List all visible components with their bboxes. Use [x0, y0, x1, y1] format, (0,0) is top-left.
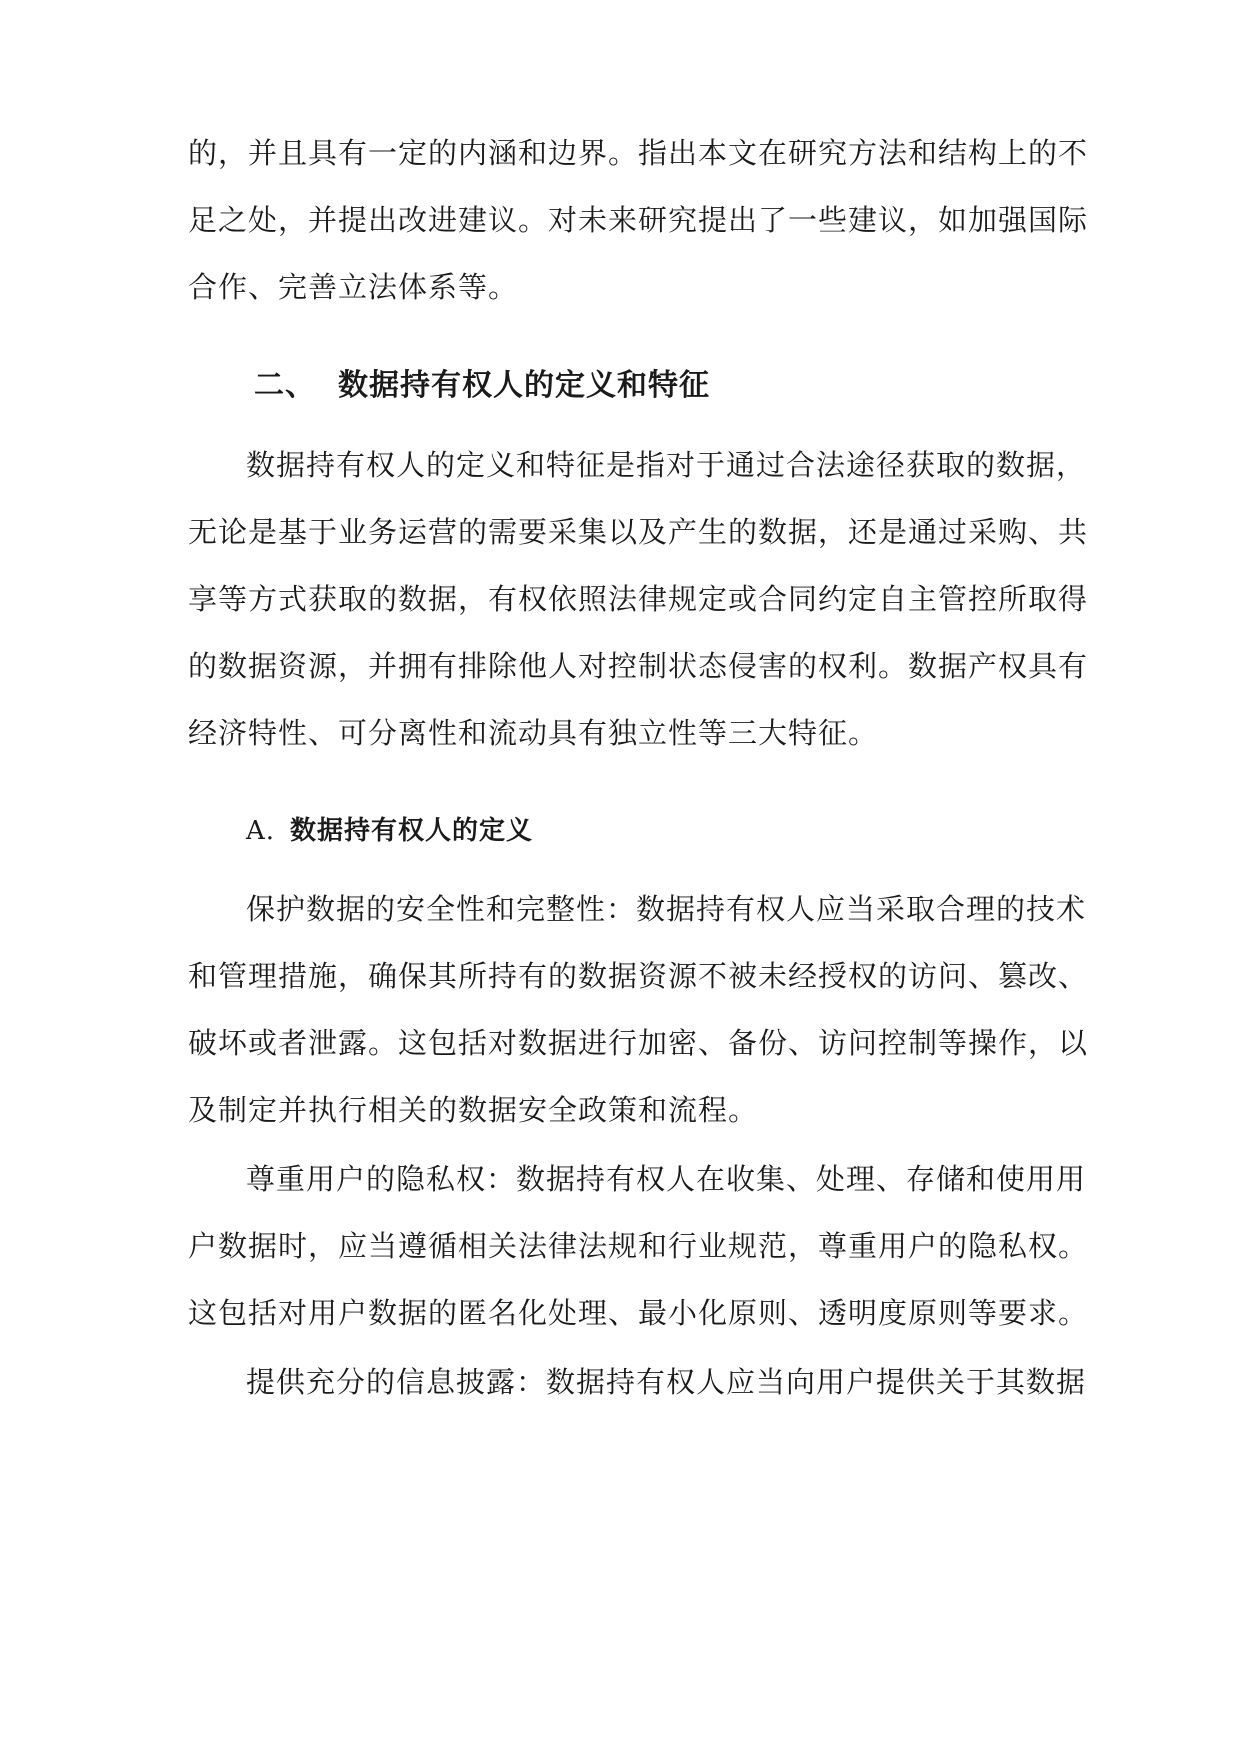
disclosure-paragraph-line-1: 提供充分的信息披露：数据持有权人应当向用户提供关于其数据 — [246, 1365, 1087, 1399]
section-heading-title: 数据持有权人的定义和特征 — [338, 368, 710, 403]
section-paragraph-line-1: 数据持有权人的定义和特征是指对于通过合法途径获取的数据， — [246, 448, 1087, 482]
section-heading — [254, 365, 710, 407]
section-paragraph-line-5: 经济特性、可分离性和流动具有独立性等三大特征。 — [188, 716, 879, 750]
subsection-heading-number: A. — [246, 816, 276, 846]
section-paragraph-line-3: 享等方式获取的数据，有权依照法律规定或合同约定自主管控所取得 — [188, 582, 1089, 616]
intro-line-1: 的，并且具有一定的内涵和边界。指出本文在研究方法和结构上的不 — [188, 136, 1089, 170]
privacy-paragraph-line-1: 尊重用户的隐私权：数据持有权人在收集、处理、存储和使用用 — [246, 1162, 1087, 1196]
section-paragraph-line-4: 的数据资源，并拥有排除他人对控制状态侵害的权利。数据产权具有 — [188, 649, 1089, 683]
privacy-paragraph-line-3: 这包括对用户数据的匿名化处理、最小化原则、透明度原则等要求。 — [188, 1296, 1089, 1330]
intro-line-2: 足之处，并提出改进建议。对未来研究提出了一些建议，如加强国际 — [188, 203, 1089, 237]
subsection-heading-title: 数据持有权人的定义 — [290, 816, 534, 846]
section-paragraph-line-2: 无论是基于业务运营的需要采集以及产生的数据，还是通过采购、共 — [188, 515, 1089, 549]
security-paragraph-line-4: 及制定并执行相关的数据安全政策和流程。 — [188, 1093, 759, 1127]
subsection-heading — [246, 812, 533, 850]
privacy-paragraph-line-2: 户数据时，应当遵循相关法律法规和行业规范，尊重用户的隐私权。 — [188, 1229, 1089, 1263]
security-paragraph-line-2: 和管理措施，确保其所持有的数据资源不被未经授权的访问、篡改、 — [188, 959, 1089, 993]
section-heading-number: 二、 — [254, 368, 316, 403]
intro-line-3: 合作、完善立法体系等。 — [188, 270, 519, 304]
security-paragraph-line-1: 保护数据的安全性和完整性：数据持有权人应当采取合理的技术 — [246, 892, 1087, 926]
security-paragraph-line-3: 破坏或者泄露。这包括对数据进行加密、备份、访问控制等操作，以 — [188, 1026, 1089, 1060]
